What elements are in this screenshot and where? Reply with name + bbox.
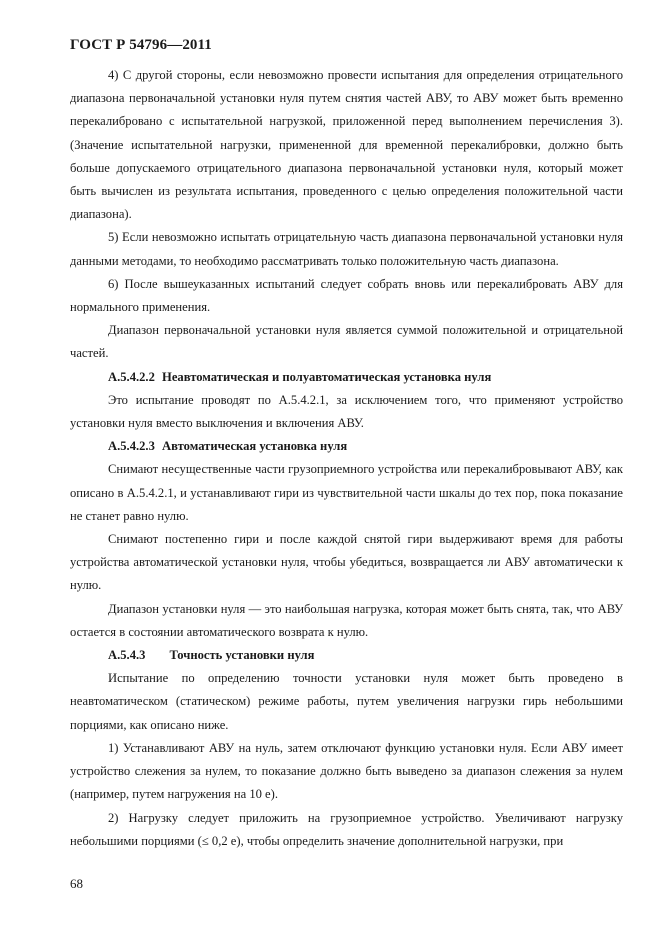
paragraph: Это испытание проводят по А.5.4.2.1, за исключением того, что применяют устройство установки нуля вместо выключения и включения АВУ.	[70, 392, 623, 431]
paragraph: 5) Если невозможно испытать отрицательную часть диапазона первоначальной установки нуля данными методами, то необходимо рассматривать только положительную часть диапазона.	[70, 230, 623, 268]
page-number: 68	[70, 876, 83, 891]
section-number: А.5.4.2.2	[108, 369, 155, 384]
paragraph: Снимают постепенно гири и после каждой снятой гири выдерживают время для работы устройства автоматической установки нуля, чтобы убедиться, возвращается ли АВУ автоматически к нулю.	[70, 532, 623, 593]
document-body	[70, 64, 623, 853]
paragraph: Снимают несущественные части грузоприемного устройства или перекалибровывают АВУ, как описано в А.5.4.2.1, и устанавливают гири из чувствительной части шкалы до тех пор, пока показание не станет равно нулю.	[70, 462, 623, 523]
paragraph: Диапазон установки нуля — это наибольшая нагрузка, которая может быть снята, так, что АВУ остается в состоянии автоматического возврата к нулю.	[70, 601, 623, 639]
section-title: Неавтоматическая и полуавтоматическая установка нуля	[162, 369, 492, 384]
paragraph: 2) Нагрузку следует приложить на грузоприемное устройство. Увеличивают нагрузку небольшими порциями (≤ 0,2 e), чтобы определить значение дополнительной нагрузки, при	[70, 810, 623, 848]
section-heading	[70, 435, 623, 458]
paragraph: Испытание по определению точности установки нуля может быть проведено в неавтоматическом (статическом) режиме работы, путем увеличения нагрузки гирь небольшими порциями, как описано ниже.	[70, 671, 623, 732]
section-heading	[70, 366, 623, 389]
section-number: А.5.4.2.3	[108, 439, 155, 454]
section-title: Автоматическая установка нуля	[162, 439, 348, 454]
paragraph: 4) С другой стороны, если невозможно провести испытания для определения отрицательного диапазона первоначальной установки нуля путем снятия частей АВУ, то АВУ может быть временно перекалибровано с испытательной нагрузкой, приложенной перед выполнением перечисления 3). (Значение испытательной нагрузки, примененной для временной перекалибровки, должно быть больше допускаемого отрицательного диапазона первоначальной установки нуля, который может быть вычислен из результата испытания, проведенного с целью определения положительной части диапазона).	[70, 68, 623, 222]
paragraph: 6) После вышеуказанных испытаний следует собрать вновь или перекалибровать АВУ для нормального применения.	[70, 276, 623, 315]
paragraph: Диапазон первоначальной установки нуля является суммой положительной и отрицательной частей.	[70, 323, 623, 361]
section-title: Точность установки нуля	[169, 648, 315, 663]
paragraph: 1) Устанавливают АВУ на нуль, затем отключают функцию установки нуля. Если АВУ имеет устройство слежения за нулем, то показание должно быть выведено за диапазон слежения за нулем (например, путем нагружения на 10 e).	[70, 740, 623, 802]
section-heading	[70, 644, 623, 667]
section-number: А.5.4.3	[108, 648, 146, 663]
document-header: ГОСТ Р 54796—2011	[70, 37, 212, 53]
